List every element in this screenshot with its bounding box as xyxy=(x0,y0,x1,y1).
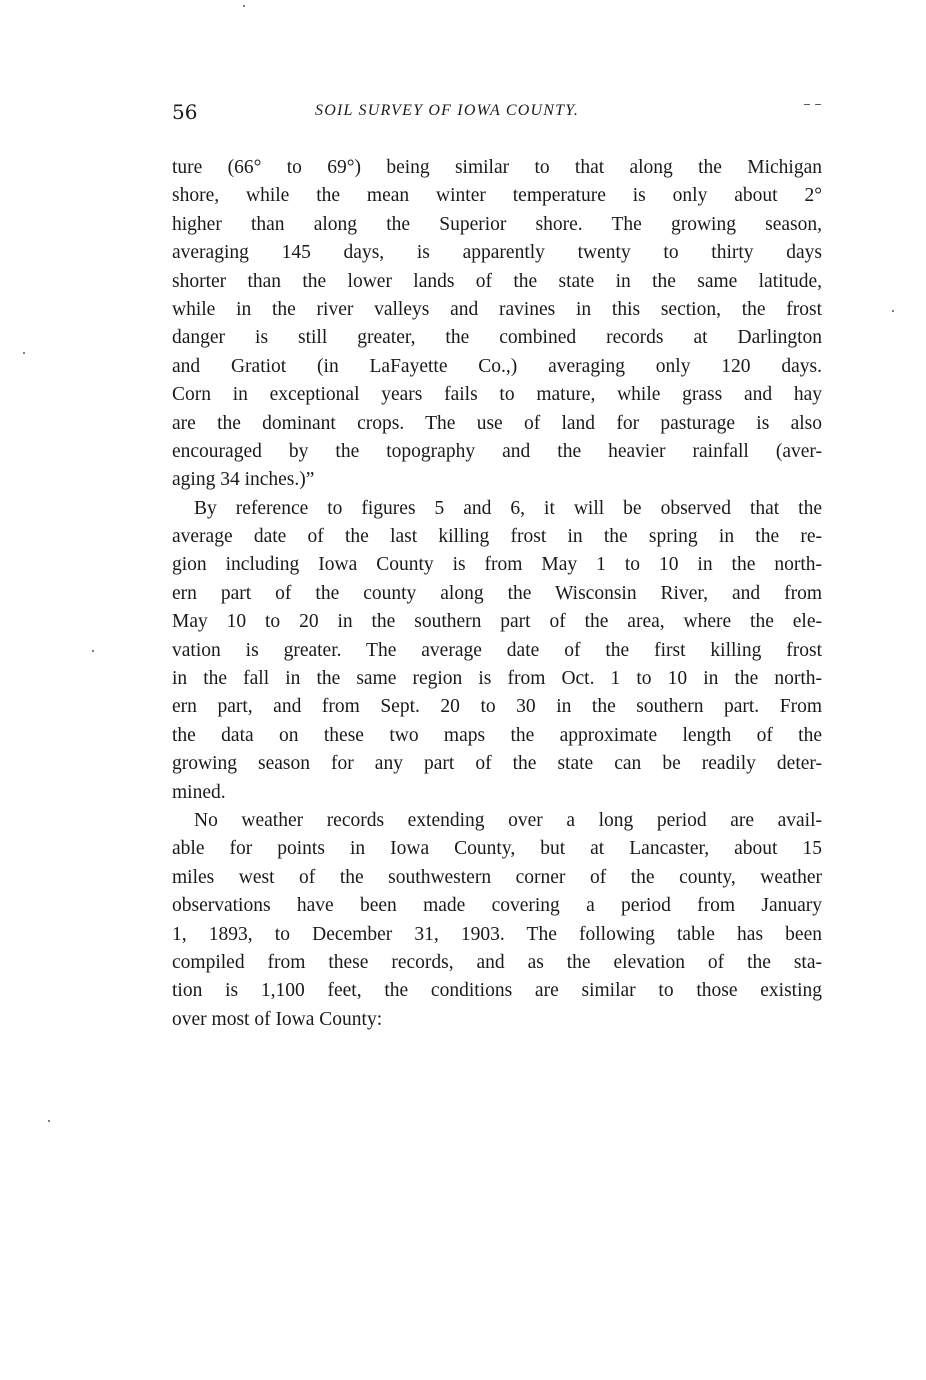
text-line: compiled from these records, and as the elevation of the sta- xyxy=(172,951,822,973)
text-line: higher than along the Superior shore. The growing season, xyxy=(172,213,822,235)
scan-speck xyxy=(92,650,94,652)
text-line: miles west of the southwestern corner of the county, weather xyxy=(172,866,822,888)
text-line: observations have been made covering a period from January xyxy=(172,895,822,917)
scan-speck xyxy=(243,5,245,7)
text-line: tion is 1,100 feet, the conditions are similar to those existing xyxy=(172,980,822,1002)
paragraph-1 xyxy=(172,154,822,495)
text-line: encouraged by the topography and the heavier rainfall (aver- xyxy=(172,440,822,462)
text-line: in the fall in the same region is from Oct. 1 to 10 in the north- xyxy=(172,668,822,690)
text-line: shore, while the mean winter temperature is only about 2° xyxy=(172,185,822,207)
text-line: the data on these two maps the approximate length of the xyxy=(172,724,822,746)
text-line: mined. xyxy=(172,781,226,803)
text-line: danger is still greater, the combined records at Darlington xyxy=(172,327,822,349)
text-line: ern part of the county along the Wisconsin River, and from xyxy=(172,582,822,604)
text-line: shorter than the lower lands of the state in the same latitude, xyxy=(172,270,822,292)
text-line: Corn in exceptional years fails to mature, while grass and hay xyxy=(172,384,822,406)
scan-speck xyxy=(804,104,810,105)
scan-speck xyxy=(23,352,25,354)
text-line: ern part, and from Sept. 20 to 30 in the southern part. From xyxy=(172,696,822,718)
running-head: SOIL SURVEY OF IOWA COUNTY. xyxy=(315,102,580,119)
text-line: By reference to figures 5 and 6, it will be observed that the xyxy=(194,497,822,519)
text-line: vation is greater. The average date of the first killing frost xyxy=(172,639,822,661)
text-line: are the dominant crops. The use of land for pasturage is also xyxy=(172,412,822,434)
page-number: 56 xyxy=(172,100,198,124)
text-line: ture (66° to 69°) being similar to that along the Michigan xyxy=(172,157,822,178)
text-line: average date of the last killing frost in the spring in the re- xyxy=(172,526,822,548)
text-line: 1, 1893, to December 31, 1903. The following table has been xyxy=(172,923,822,945)
text-line: May 10 to 20 in the southern part of the area, where the ele- xyxy=(172,611,822,633)
paragraph-3 xyxy=(172,807,822,1034)
text-line: while in the river valleys and ravines in this section, the frost xyxy=(172,298,822,320)
text-line: aging 34 inches.)” xyxy=(172,469,315,491)
text-line: and Gratiot (in LaFayette Co.,) averaging only 120 days. xyxy=(172,355,822,377)
text-line: gion including Iowa County is from May 1 to 10 in the north- xyxy=(172,554,822,576)
text-line: over most of Iowa County: xyxy=(172,1008,383,1030)
scan-speck xyxy=(892,310,894,312)
text-line: averaging 145 days, is apparently twenty to thirty days xyxy=(172,242,822,264)
scan-speck xyxy=(48,1120,50,1122)
paragraph-2 xyxy=(172,495,822,807)
text-line: able for points in Iowa County, but at Lancaster, about 15 xyxy=(172,838,822,860)
text-line: No weather records extending over a long period are avail- xyxy=(194,809,822,831)
text-line: growing season for any part of the state can be readily deter- xyxy=(172,753,822,775)
page-header xyxy=(172,100,822,126)
scan-speck xyxy=(815,104,821,105)
body-text xyxy=(172,154,822,1034)
